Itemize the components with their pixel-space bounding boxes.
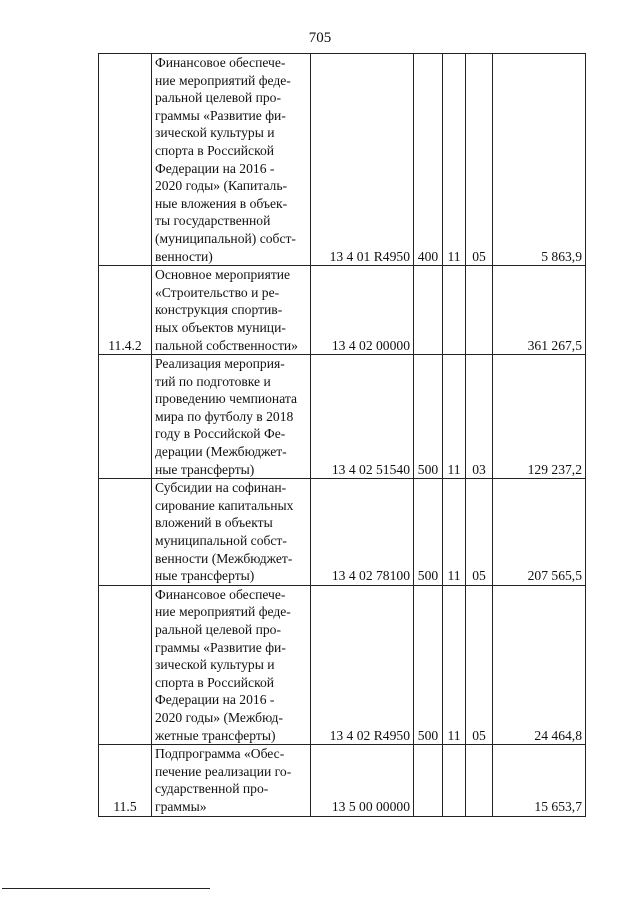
expense-type-cell: 500 [414, 479, 443, 586]
item-name-line: венности) [155, 248, 213, 264]
item-name-line: Подпрограмма «Обес- [155, 746, 285, 762]
item-name-line: ные вложения в объек- [155, 195, 288, 211]
item-number-cell [99, 355, 152, 479]
budget-table-body [99, 54, 586, 817]
subsection-code-cell: 05 [466, 54, 493, 266]
item-name-line: муниципальной собст- [155, 533, 287, 549]
item-name-line: граммы «Развитие фи- [155, 639, 286, 655]
item-name-line: ние мероприятий феде- [155, 72, 291, 88]
item-name-line: Субсидии на софинан- [155, 480, 287, 496]
item-name-line: Федерации на 2016 - [155, 692, 275, 708]
item-name-line: сударственной про- [155, 781, 269, 797]
item-name-line: тий по подготовке и [155, 373, 271, 389]
item-name-line: сирование капитальных [155, 497, 294, 513]
table-row [99, 54, 586, 266]
item-name-line: ральной целевой про- [155, 90, 281, 106]
item-name-line: Реализация мероприя- [155, 356, 285, 372]
item-name-line: 2020 годы» (Капиталь- [155, 178, 288, 194]
target-article-code-cell: 13 4 02 00000 [311, 266, 414, 355]
subsection-code-cell: 05 [466, 585, 493, 744]
section-code-cell: 11 [443, 479, 466, 586]
subsection-code-cell: 03 [466, 355, 493, 479]
item-name-line: (муниципальной) собст- [155, 230, 296, 246]
item-name-line: Основное мероприятие [155, 267, 291, 283]
item-name-line: граммы» [155, 798, 207, 814]
item-name-line: Финансовое обеспече- [155, 55, 286, 70]
amount-cell: 5 863,9 [493, 54, 586, 266]
item-name-line: году в Российской Фе- [155, 426, 286, 442]
section-code-cell: 11 [443, 585, 466, 744]
item-name-line: конструкция спортив- [155, 302, 283, 318]
item-number-cell: 11.4.2 [99, 266, 152, 355]
item-name-line: 2020 годы» (Межбюд- [155, 709, 283, 725]
footnote-divider [2, 888, 210, 889]
section-code-cell [443, 745, 466, 816]
section-code-cell: 11 [443, 54, 466, 266]
item-name-cell [152, 266, 311, 355]
item-number-cell [99, 54, 152, 266]
expense-type-cell: 400 [414, 54, 443, 266]
section-code-cell: 11 [443, 355, 466, 479]
item-name-cell [152, 355, 311, 479]
expense-type-cell [414, 745, 443, 816]
table-row [99, 745, 586, 816]
item-name-line: спорта в Российской [155, 142, 275, 158]
page-number: 705 [308, 30, 332, 46]
item-name-line: дерации (Межбюджет- [155, 444, 287, 460]
item-name-cell [152, 479, 311, 586]
table-row [99, 355, 586, 479]
item-name-line: ние мероприятий феде- [155, 604, 291, 620]
expense-type-cell: 500 [414, 355, 443, 479]
item-name-line: ные трансферты) [155, 461, 255, 477]
item-name-line: проведению чемпионата [155, 391, 298, 407]
target-article-code-cell: 13 4 02 R4950 [311, 585, 414, 744]
target-article-code-cell: 13 5 00 00000 [311, 745, 414, 816]
item-name-cell [152, 54, 311, 266]
target-article-code-cell: 13 4 02 51540 [311, 355, 414, 479]
amount-cell: 207 565,5 [493, 479, 586, 586]
item-name-line: «Строительство и ре- [155, 284, 280, 300]
table-row [99, 585, 586, 744]
item-name-line: пальной собственности» [155, 337, 298, 353]
item-name-line: спорта в Российской [155, 674, 275, 690]
item-name-cell [152, 745, 311, 816]
item-name-line: ных объектов муници- [155, 319, 286, 335]
amount-cell: 129 237,2 [493, 355, 586, 479]
item-name-line: ральной целевой про- [155, 622, 281, 637]
target-article-code-cell: 13 4 02 78100 [311, 479, 414, 586]
item-name-line: вложений в объекты [155, 515, 273, 531]
target-article-code-cell: 13 4 01 R4950 [311, 54, 414, 266]
amount-cell: 361 267,5 [493, 266, 586, 355]
item-name-line: ты государственной [155, 213, 271, 229]
expense-type-cell: 500 [414, 585, 443, 744]
item-name-line: ные трансферты) [155, 568, 255, 584]
item-name-line: венности (Межбюджет- [155, 550, 293, 566]
item-number-cell [99, 585, 152, 744]
budget-table [98, 53, 586, 817]
item-number-cell: 11.5 [99, 745, 152, 816]
table-row [99, 479, 586, 586]
item-name-line: зической культуры и [155, 125, 275, 141]
amount-cell: 24 464,8 [493, 585, 586, 744]
subsection-code-cell [466, 745, 493, 816]
expense-type-cell [414, 266, 443, 355]
item-name-line: зической культуры и [155, 657, 275, 673]
item-name-cell [152, 585, 311, 744]
section-code-cell [443, 266, 466, 355]
item-name-line: Федерации на 2016 - [155, 160, 275, 176]
item-name-line: жетные трансферты) [155, 727, 276, 743]
subsection-code-cell: 05 [466, 479, 493, 586]
item-name-line: печение реализации го- [155, 763, 292, 779]
amount-cell: 15 653,7 [493, 745, 586, 816]
table-row [99, 266, 586, 355]
item-name-line: Финансовое обеспече- [155, 586, 286, 602]
item-name-line: граммы «Развитие фи- [155, 107, 286, 123]
subsection-code-cell [466, 266, 493, 355]
item-number-cell [99, 479, 152, 586]
item-name-line: мира по футболу в 2018 [155, 408, 294, 424]
